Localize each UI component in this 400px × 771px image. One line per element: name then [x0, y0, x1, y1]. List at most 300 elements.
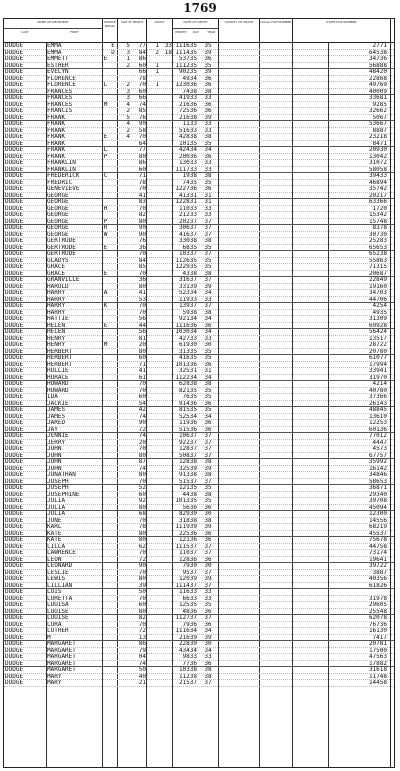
cell-year: 37	[204, 550, 212, 556]
cell-year: 36	[204, 56, 212, 62]
cell-date: 12135	[178, 485, 197, 491]
header-adult	[147, 19, 173, 43]
cell-age-years: 80	[138, 504, 146, 511]
cell-last-name: DODGE	[5, 114, 24, 121]
cell-year: 35	[204, 407, 212, 413]
cell-last-name: DODGE	[5, 231, 24, 238]
cell-first-name: GERTRUDE	[47, 251, 76, 257]
record-rows	[4, 43, 394, 687]
cell-state-file: 69928	[368, 322, 387, 329]
cell-state-file: 29605	[368, 602, 387, 608]
cell-first-name: GEORGE	[47, 218, 69, 225]
cell-date: 111235	[175, 62, 197, 69]
cell-date: 91436	[178, 400, 197, 407]
cell-middle-initial: H	[103, 205, 108, 212]
cell-date: 72536	[178, 108, 197, 114]
cell-year: 35	[204, 264, 212, 270]
cell-age-years: 36	[138, 277, 146, 283]
cell-date: 42733	[178, 335, 197, 342]
cell-state-file: 56888	[368, 62, 387, 69]
cell-date: 7930	[182, 563, 197, 569]
cell-date: 112234	[175, 374, 197, 381]
cell-last-name: DODGE	[5, 82, 24, 88]
cell-first-name: JAMES	[47, 407, 66, 413]
cell-age-years: 56	[138, 316, 146, 322]
cell-first-name: JONATHAN	[47, 472, 76, 478]
cell-age-years: 70	[138, 387, 146, 394]
cell-state-file: 25548	[368, 608, 387, 615]
cell-last-name: DODGE	[5, 517, 24, 524]
cell-first-name: FRANK	[47, 134, 66, 140]
cell-age-years: 80	[138, 576, 146, 582]
cell-adult: 1	[155, 69, 159, 75]
cell-year: 39	[204, 465, 212, 472]
cell-age-years: 82	[138, 212, 146, 218]
cell-state-file: 4214	[372, 381, 387, 387]
cell-year: 38	[204, 173, 212, 179]
cell-last-name: DODGE	[5, 192, 24, 199]
cell-last-name: DODGE	[5, 342, 24, 348]
cell-first-name: EMMA	[47, 43, 62, 49]
cell-first-name: JENNIE	[47, 433, 69, 439]
cell-year: 33	[204, 296, 212, 303]
cell-last-name: DODGE	[5, 407, 24, 413]
cell-first-name: JAY	[47, 426, 58, 433]
header-county	[219, 19, 260, 43]
cell-age-years: 70	[138, 251, 146, 257]
cell-year: 34	[204, 374, 212, 381]
cell-age-years: 74	[138, 433, 146, 439]
cell-age-years: 70	[138, 134, 146, 140]
cell-first-name: EMMA	[47, 49, 62, 56]
cell-age-years: 70	[138, 478, 146, 485]
cell-sex: 18	[164, 49, 172, 56]
cell-year: 33	[204, 95, 212, 101]
cell-last-name: DODGE	[5, 550, 24, 556]
cell-age-years: 85	[138, 108, 146, 114]
cell-age-years: 81	[138, 335, 146, 342]
cell-age: 4	[126, 121, 130, 127]
cell-last-name: DODGE	[5, 641, 24, 647]
cell-last-name: DODGE	[5, 615, 24, 621]
cell-first-name: JULIA	[47, 498, 66, 504]
cell-date: 9537	[182, 569, 197, 576]
cell-age-years: 54	[138, 400, 146, 407]
cell-year: 37	[204, 446, 212, 452]
cell-date: 13937	[178, 303, 197, 309]
cell-first-name: GRANVILLE	[47, 277, 80, 283]
cell-first-name: LOUISE	[47, 608, 69, 615]
cell-date: 51633	[178, 127, 197, 134]
cell-date: 41635	[178, 355, 197, 361]
cell-first-name: HENRY	[47, 335, 66, 342]
cell-last-name: DODGE	[5, 348, 24, 355]
cell-state-file: 7417	[372, 634, 387, 641]
cell-first-name: FRANCES	[47, 101, 73, 108]
cell-code: E	[111, 43, 115, 49]
cell-year: 30	[204, 563, 212, 569]
cell-date: 122935	[175, 264, 197, 270]
cell-middle-initial: E	[103, 322, 108, 329]
cell-age-years: 70	[138, 446, 146, 452]
cell-last-name: DODGE	[5, 62, 24, 69]
cell-first-name: GEORGE	[47, 205, 69, 212]
cell-date: 61930	[178, 342, 197, 348]
cell-code	[109, 680, 117, 687]
cell-date: 31335	[178, 348, 197, 355]
cell-last-name: DODGE	[5, 140, 24, 147]
cell-age-years: 64	[138, 140, 146, 147]
cell-date: 111437	[175, 582, 197, 589]
cell-middle-initial: A	[103, 290, 108, 296]
cell-year: 31	[204, 199, 212, 205]
cell-last-name: DODGE	[5, 160, 24, 166]
cell-last-name: DODGE	[5, 121, 24, 127]
cell-year: 36	[204, 75, 212, 82]
cell-date: 21638	[178, 114, 197, 121]
cell-year: 38	[204, 667, 212, 673]
cell-middle-initial: M	[103, 342, 108, 348]
cell-date: 50837	[178, 452, 197, 459]
cell-year: 38	[204, 309, 212, 316]
cell-state-file: 20217	[368, 192, 387, 199]
cell-last-name: DODGE	[5, 511, 24, 517]
cell-age-years: 50	[138, 589, 146, 595]
cell-state-file: 58653	[368, 478, 387, 485]
header-month: MONTH	[175, 30, 187, 34]
cell-state-file: 5067	[372, 114, 387, 121]
cell-year: 36	[204, 82, 212, 88]
cell-first-name: GENEVIEVE	[47, 186, 80, 192]
cell-date: 6633	[182, 595, 197, 602]
cell-age-years: 86	[138, 160, 146, 166]
cell-date: 41933	[178, 95, 197, 101]
cell-state-file: 12253	[368, 420, 387, 426]
cell-age-years: 83	[138, 199, 146, 205]
cell-first-name: FREDRIC	[47, 179, 73, 186]
cell-date: 12535	[178, 602, 197, 608]
cell-first-name: JOSEPH	[47, 485, 69, 491]
cell-middle-initial: P	[103, 218, 108, 225]
cell-date: 4934	[182, 75, 197, 82]
cell-first-name: FRANK	[47, 153, 66, 160]
cell-first-name: JUNE	[47, 517, 62, 524]
cell-year: 34	[204, 329, 212, 335]
cell-year: 35	[204, 498, 212, 504]
cell-state-file: 35992	[368, 459, 387, 465]
cell-first-name: LORETTA	[47, 595, 73, 602]
column-header-row	[4, 19, 394, 43]
cell-year: 33	[204, 654, 212, 660]
cell-first-name: JOHN	[47, 465, 62, 472]
cell-last-name: DODGE	[5, 166, 24, 173]
cell-last-name: DODGE	[5, 602, 24, 608]
cell-date: 53735	[178, 56, 197, 62]
cell-state-file: 13042	[368, 153, 387, 160]
cell-age: 2	[126, 62, 130, 69]
cell-state-file: 53667	[368, 121, 387, 127]
cell-last-name: DODGE	[5, 49, 24, 56]
cell-first-name: GRACE	[47, 264, 66, 270]
cell-age-years: 70	[138, 550, 146, 556]
cell-date: 4438	[182, 491, 197, 498]
cell-date: 22536	[178, 530, 197, 537]
cell-age: 4	[126, 134, 130, 140]
cell-first-name: FREDERICK	[47, 173, 80, 179]
cell-state-file: 48420	[368, 69, 387, 75]
header-last: LAST	[21, 30, 29, 34]
cell-age-years: 74	[138, 660, 146, 667]
cell-age-years: 80	[138, 218, 146, 225]
cell-last-name: DODGE	[5, 433, 24, 439]
cell-date: 41331	[178, 192, 197, 199]
cell-first-name: KARL	[47, 524, 62, 530]
cell-adult: 2	[155, 49, 159, 56]
cell-first-name: MARY	[47, 673, 62, 680]
cell-last-name: DODGE	[5, 368, 24, 374]
cell-last-name: DODGE	[5, 283, 24, 290]
cell-year: 38	[204, 673, 212, 680]
cell-last-name: DODGE	[5, 309, 24, 316]
cell-first-name: HOWARD	[47, 381, 69, 387]
cell-state-file: 61077	[368, 355, 387, 361]
cell-date: 4338	[182, 270, 197, 277]
cell-year: 35	[204, 43, 212, 49]
cell-first-name: HORACE	[47, 374, 69, 381]
cell-date: 21537	[178, 680, 197, 686]
cell-year: 37	[204, 218, 212, 225]
cell-date: 90235	[178, 69, 197, 75]
cell-age-years: 80	[138, 530, 146, 537]
cell-middle-initial: W	[103, 231, 108, 238]
cell-year: 34	[204, 413, 212, 420]
cell-state-file: 31309	[368, 316, 387, 322]
cell-state-file: 15748	[368, 218, 387, 225]
cell-last-name: DODGE	[5, 504, 24, 511]
cell-age-years: 70	[138, 205, 146, 212]
cell-age-years: 80	[138, 537, 146, 543]
cell-year: 36	[204, 186, 212, 192]
cell-age-years: 74	[138, 101, 146, 108]
cell-adult: 1	[155, 82, 159, 88]
cell-year: 36	[204, 361, 212, 368]
cell-age-years: 85	[138, 264, 146, 270]
cell-age-years: 20	[138, 439, 146, 446]
cell-first-name: JULIA	[47, 511, 66, 517]
cell-age: 3	[126, 95, 130, 101]
cell-first-name: JARED	[47, 420, 66, 426]
cell-last-name: DODGE	[5, 413, 24, 420]
cell-date: 32531	[178, 368, 197, 374]
cell-date: 111634	[175, 628, 197, 634]
cell-state-file: 67757	[368, 452, 387, 459]
cell-last-name: DODGE	[5, 543, 24, 550]
cell-state-file: 17882	[368, 660, 387, 667]
cell-age-years: 71	[138, 361, 146, 368]
cell-date: 13033	[178, 160, 197, 166]
cell-age-years: 53	[138, 296, 146, 303]
cell-last-name: DODGE	[5, 381, 24, 387]
cell-date: 1938	[182, 173, 197, 179]
cell-first-name: FLORENCE	[47, 82, 76, 88]
cell-year: 31	[204, 192, 212, 199]
cell-last-name: DODGE	[5, 621, 24, 628]
cell-last-name: DODGE	[5, 400, 24, 407]
cell-year: 38	[204, 459, 212, 465]
cell-last-name: DODGE	[5, 56, 24, 62]
cell-age-years: 72	[138, 556, 146, 563]
cell-year: 39	[204, 524, 212, 530]
cell-last-name: DODGE	[5, 303, 24, 309]
table-row	[4, 680, 394, 687]
cell-last-name: DODGE	[5, 361, 24, 368]
cell-age-years: 66	[138, 95, 146, 101]
cell-first-name: GEORGE	[47, 199, 69, 205]
cell-date: 33038	[178, 238, 197, 244]
cell-first-name: FRANK	[47, 114, 66, 121]
cell-age-years: 77	[138, 147, 146, 153]
cell-age: 1	[126, 56, 130, 62]
cell-last-name: DODGE	[5, 225, 24, 231]
cell-date: 51536	[178, 426, 197, 433]
cell-age-years: 60	[138, 602, 146, 608]
cell-age-years: 84	[138, 49, 146, 56]
cell-year: 37	[204, 680, 212, 686]
cell-state-file: 32662	[368, 108, 387, 114]
cell-last-name: DODGE	[5, 205, 24, 212]
cell-state-file: 75678	[368, 537, 387, 543]
cell-last-name: DODGE	[5, 524, 24, 530]
cell-last-name: DODGE	[5, 88, 24, 95]
cell-last-name: DODGE	[5, 446, 24, 452]
cell-year: 36	[204, 504, 212, 511]
cell-first-name: HARRY	[47, 296, 66, 303]
cell-age-years: 44	[138, 322, 146, 329]
cell-first-name: FRANKLIN	[47, 166, 76, 173]
header-initial	[103, 19, 118, 43]
cell-age: 3	[126, 49, 130, 56]
cell-year: 36	[204, 608, 212, 615]
cell-date: 22830	[178, 641, 197, 647]
cell-state-file: 40356	[368, 576, 387, 582]
cell-last-name: DODGE	[5, 335, 24, 342]
cell-first-name: MARGARET	[47, 641, 76, 647]
cell-middle-initial: M	[103, 101, 108, 108]
cell-first-name: GERTRUDE	[47, 238, 76, 244]
cell-age-years: 70	[138, 186, 146, 192]
cell-year: 35	[204, 244, 212, 251]
cell-last-name: DODGE	[5, 322, 24, 329]
cell-first-name: HERBERT	[47, 355, 73, 361]
cell-date: 111636	[175, 322, 197, 329]
cell-date: 7435	[182, 179, 197, 186]
cell-state-file: 4935	[372, 309, 387, 316]
cell-last-name: DODGE	[5, 589, 24, 595]
cell-state-file: 73174	[368, 550, 387, 556]
cell-year: 33	[204, 121, 212, 127]
cell-age-years: 90	[138, 231, 146, 238]
cell-first-name: MARGARET	[47, 660, 76, 667]
cell-adult: 1	[155, 43, 159, 49]
cell-state-file: 35742	[368, 186, 387, 192]
cell-date: 12836	[178, 556, 197, 563]
cell-state-file: 48845	[368, 407, 387, 413]
cell-first-name: GEORGE	[47, 225, 69, 231]
cell-year: 36	[204, 556, 212, 563]
cell-state-file: 2771	[372, 43, 387, 49]
cell-state-file: 49769	[368, 82, 387, 88]
cell-year: 34	[204, 147, 212, 153]
cell-state-file: 4573	[372, 446, 387, 452]
cell-year: 37	[204, 277, 212, 283]
cell-extra	[293, 680, 328, 687]
cell-last-name: DODGE	[5, 251, 24, 257]
cell-date: 92134	[178, 316, 197, 322]
cell-year: 37	[204, 582, 212, 589]
cell-last-name: DODGE	[5, 485, 24, 491]
cell-first-name: GEORGE	[47, 212, 69, 218]
cell-last-name: DODGE	[5, 556, 24, 563]
cell-year: 39	[204, 114, 212, 121]
cell-age: 2	[126, 82, 130, 88]
cell-first-name: LOIS	[47, 589, 62, 595]
header-date-label: DATE OF DEATH	[183, 20, 208, 24]
cell-age-years: 80	[138, 348, 146, 355]
cell-year: 35	[204, 257, 212, 264]
cell-state-file: 20781	[368, 641, 387, 647]
cell-year: 34	[204, 316, 212, 322]
cell-age-years: 70	[138, 82, 146, 88]
header-name-group: NAME OF DECEDENT	[37, 20, 69, 24]
cell-age-years: 41	[138, 290, 146, 296]
cell-first-name: LAWRENCE	[47, 550, 76, 556]
cell-first-name: LILLIAN	[47, 582, 73, 589]
cell-age-years: 77	[138, 43, 146, 49]
cell-date: 101335	[175, 498, 197, 504]
cell-state-file: 14556	[368, 517, 387, 524]
cell-state-file: 13610	[368, 413, 387, 420]
cell-last-name: DODGE	[5, 95, 24, 101]
cell-first-name: GEORGE	[47, 192, 69, 199]
cell-age-years: 62	[138, 543, 146, 550]
cell-first-name: HERBERT	[47, 348, 73, 355]
cell-last-name: DODGE	[5, 608, 24, 615]
cell-state-file: 60136	[368, 426, 387, 433]
header-divider	[4, 28, 102, 29]
cell-last-name: DODGE	[5, 582, 24, 589]
cell-first-name: JOHN	[47, 459, 62, 465]
cell-state-file: 34846	[368, 472, 387, 478]
cell-age-years: 72	[138, 628, 146, 634]
cell-state-file: 19641	[368, 556, 387, 563]
cell-first-name: LEWIS	[47, 576, 66, 582]
cell-last-name: DODGE	[5, 595, 24, 602]
cell-sex: 33	[164, 43, 172, 49]
cell-age-years: 70	[138, 517, 146, 524]
cell-state-file: 31618	[368, 667, 387, 673]
cell-adult	[147, 680, 159, 687]
cell-date: 10337	[178, 251, 197, 257]
cell-last-name: DODGE	[5, 147, 24, 153]
cell-year: 35	[204, 394, 212, 400]
cell-date: 42838	[178, 134, 197, 140]
cell-date: 122736	[175, 186, 197, 192]
cell-date: 12837	[178, 446, 197, 452]
cell-last-name: DODGE	[5, 186, 24, 192]
cell-age-years: 60	[138, 62, 146, 69]
cell-year: 35	[204, 355, 212, 361]
cell-year: 37	[204, 433, 212, 439]
